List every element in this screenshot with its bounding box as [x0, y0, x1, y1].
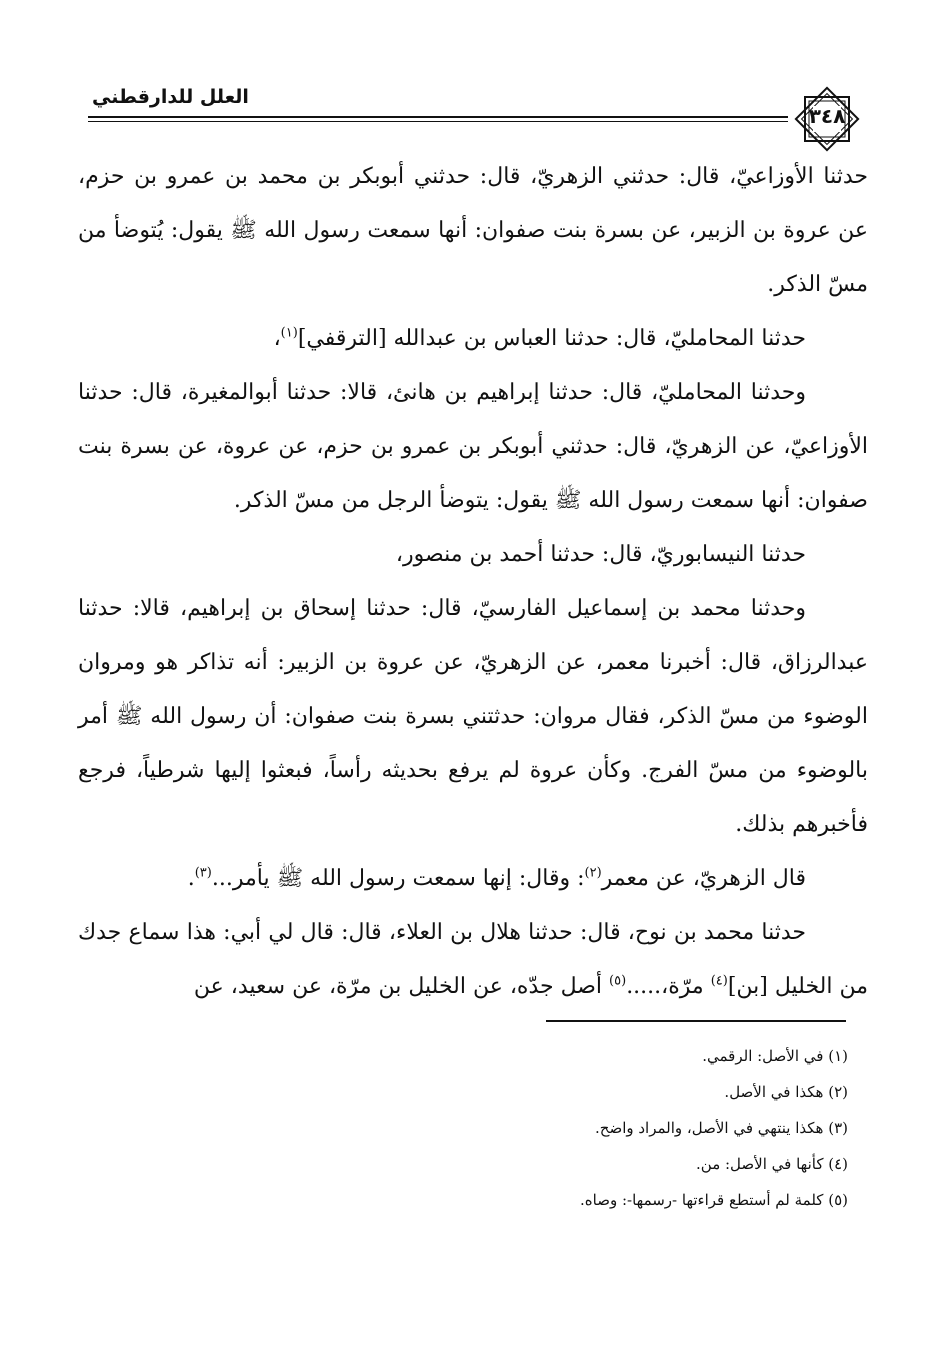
paragraph-4: حدثنا النيسابوريّ، قال: حدثنا أحمد بن منصور،: [395, 542, 806, 567]
paragraph-3: وحدثنا المحامليّ، قال: حدثنا إبراهيم بن هانئ، قالا: حدثنا أبوالمغيرة، قال: حدثنا الأوزاعيّ، عن الزهريّ، قال: حدثني أبوبكر بن عمرو بن حزم، عن عروة، عن بسرة بنت صفوان: أنها سمعت رسول الله ﷺ يقول: يتوضأ الرجل من مسّ الذكر.: [78, 380, 868, 513]
footnote-ref-2: (٢): [584, 865, 602, 881]
footnote-separator: [546, 1020, 846, 1022]
footnote-ref-3: (٣): [194, 865, 212, 881]
paragraph-5: وحدثنا محمد بن إسماعيل الفارسيّ، قال: حدثنا إسحاق بن إبراهيم، قالا: حدثنا عبدالرزاق، قال: أخبرنا معمر، عن الزهريّ، عن عروة بن الزبير: أنه تذاكر هو ومروان الوضوء من مسّ الذكر، فقال مروان: حدثتني بسرة بنت صفوان: أن رسول الله ﷺ أمر بالوضوء من مسّ الفرج. وكأن عروة لم يرفع بحديثه رأساً، فبعثوا إليها شرطياً، فرجع فأخبرهم بذلك.: [78, 596, 868, 837]
footnotes: [400, 1038, 848, 1218]
page-number: ٣٤٨: [808, 104, 846, 128]
header-rule-thin: [88, 121, 788, 122]
footnote-4: (٤) كأنها في الأصل: من.: [696, 1155, 848, 1173]
main-text: [78, 150, 868, 1014]
paragraph-7: حدثنا محمد بن نوح، قال: حدثنا هلال بن العلاء، قال: قال لي أبي: هذا سماع جدك من الخليل [بن]$^{(٤)}$ مرّة،.....$^{(٥)}$ أصل جدّه، عن الخليل بن مرّة، عن سعيد، عن: [78, 920, 868, 999]
footnote-1: (١) في الأصل: الرقمي.: [702, 1047, 848, 1065]
footnote-5: (٥) كلمة لم أستطع قراءتها -رسمها-: وصاه.: [580, 1191, 848, 1209]
footnote-ref-4: (٤): [710, 973, 728, 989]
running-title: العلل للدارقطني: [92, 86, 249, 108]
header-rule: [88, 116, 788, 118]
footnote-ref-1: (١): [280, 325, 298, 341]
footnote-3: (٣) هكذا ينتهي في الأصل، والمراد واضح.: [595, 1119, 848, 1137]
paragraph-6: قال الزهريّ، عن معمر$^{(٢)}$: وقال: إنها سمعت رسول الله ﷺ يأمر...$^{(٣)}$.: [187, 865, 806, 891]
footnote-ref-5: (٥): [609, 973, 627, 989]
paragraph-1: حدثنا الأوزاعيّ، قال: حدثني الزهريّ، قال: حدثني أبوبكر بن محمد بن عمرو بن حزم، عن عروة بن الزبير، عن بسرة بنت صفوان: أنها سمعت رسول الله ﷺ يقول: يُتوضأ من مسّ الذكر.: [78, 164, 868, 297]
paragraph-2: حدثنا المحامليّ، قال: حدثنا العباس بن عبدالله [الترقفي]$^{(١)}$،: [273, 325, 806, 351]
footnote-2: (٢) هكذا في الأصل.: [724, 1083, 848, 1101]
page-header: [88, 84, 878, 144]
page-number-badge: [786, 84, 868, 154]
